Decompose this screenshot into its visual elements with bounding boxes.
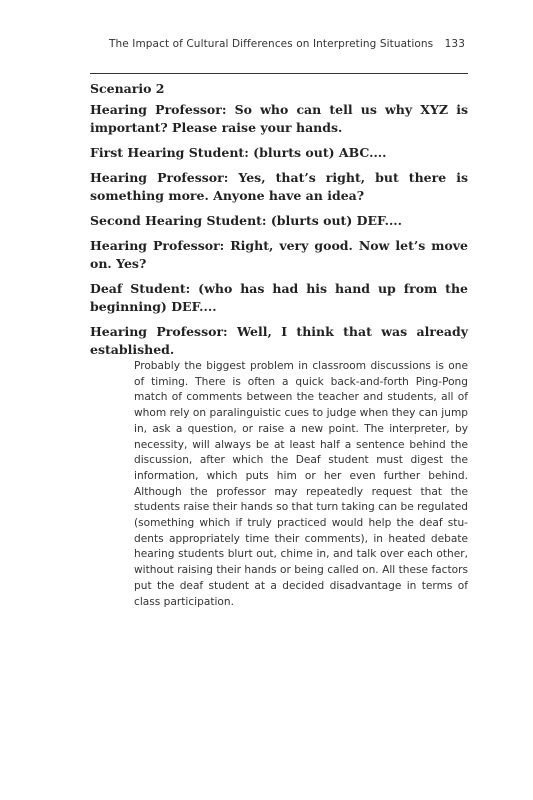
dialogue-line: First Hearing Student: (blurts out) ABC.... [90, 145, 387, 160]
dialogue-line: Hearing Professor: Right, very good. Now let’s move on. Yes? [90, 238, 468, 271]
dialogue-line: Hearing Professor: Well, I think that was already established. [90, 324, 468, 357]
dialogue-line: Hearing Professor: So who can tell us why XYZ is important? Please raise your hands. [90, 102, 468, 135]
dialogue-line: Second Hearing Student: (blurts out) DEF.... [90, 213, 402, 228]
running-title: The Impact of Cultural Differences on Interpreting Situations [109, 38, 434, 50]
commentary-paragraph: Probably the biggest problem in classroom discussions is one of timing. There is often a quick back-and-forth Ping-Pong match of comments between the teacher and students, all of whom rely on paralinguistic cues to judge when they can jump in, ask a question, or raise a new point. The interpreter, by necessity, will always be at least half a sentence behind the discussion, after which the Deaf student must digest the information, which puts him or her even further behind. Although the professor may repeatedly request that the students raise their hands so that turn taking can be regulated (something which if truly practiced would help the deaf students appropriately time their comments), in heated debate hearing students blurt out, chime in, and talk over each other, without raising their hands or being called on. All these factors put the deaf student at a decided disadvantage in terms of class participation. [134, 360, 468, 608]
running-head [109, 38, 465, 50]
dialogue-line: Hearing Professor: Yes, that’s right, but there is something more. Anyone have an idea? [90, 170, 468, 203]
section-rule [90, 73, 468, 74]
dialogue-line: Deaf Student: (who has had his hand up from the beginning) DEF.... [90, 281, 468, 314]
page-number: 133 [444, 38, 465, 50]
scenario-block [90, 79, 468, 610]
scenario-heading: Scenario 2 [90, 81, 165, 96]
